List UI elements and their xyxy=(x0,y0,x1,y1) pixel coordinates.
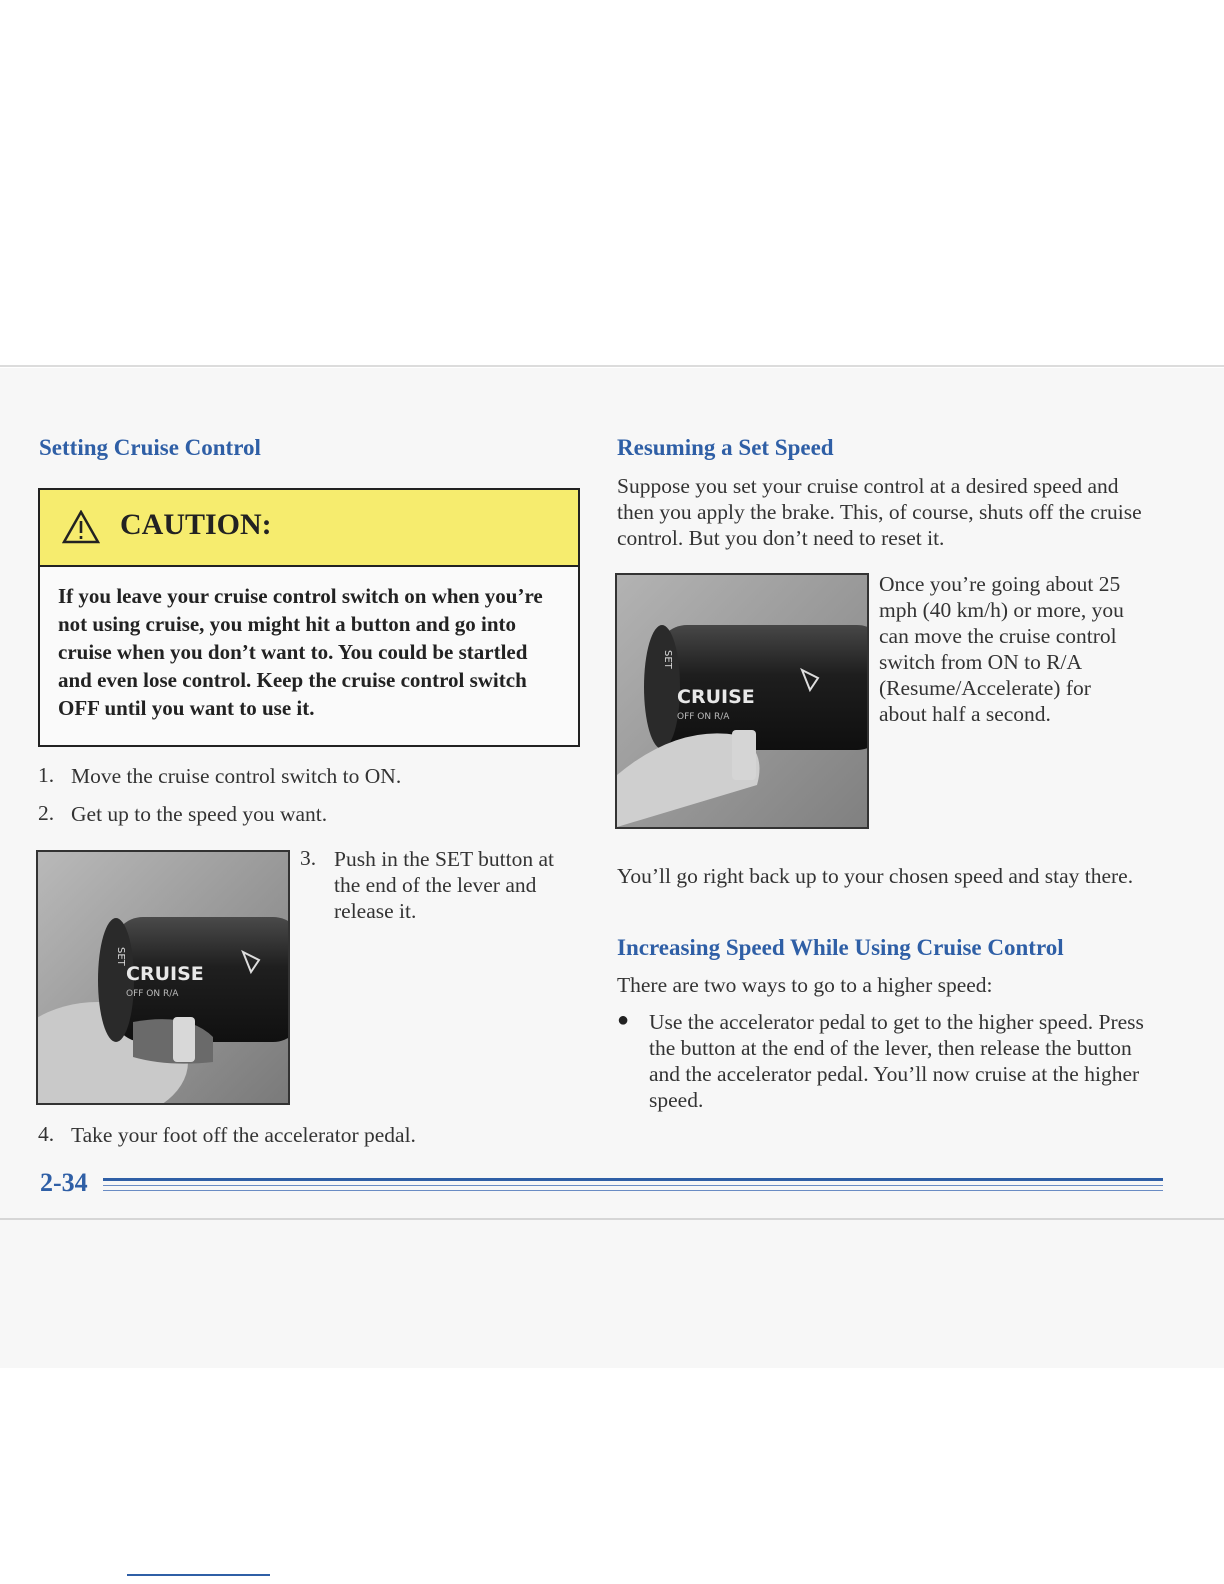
cruise-lever-photo-set xyxy=(36,850,290,1105)
step-3-number: 3. xyxy=(300,846,317,870)
footer-rule-thin xyxy=(103,1190,1163,1191)
caution-box xyxy=(38,488,580,747)
photo-set-label: SET xyxy=(115,947,126,966)
step-2-number: 2. xyxy=(38,801,55,825)
step-2-text: Get up to the speed you want. xyxy=(71,802,328,826)
increasing-intro-text: There are two ways to go to a higher speed: xyxy=(617,973,993,997)
heading-setting-cruise-control: Setting Cruise Control xyxy=(39,435,261,460)
caution-header xyxy=(40,490,578,567)
bullet-marker: ● xyxy=(617,1009,630,1031)
photo-cruise-label: CRUISE xyxy=(677,686,755,708)
top-divider xyxy=(0,365,1224,367)
caution-title: CAUTION: xyxy=(120,508,272,541)
footer-rule xyxy=(103,1178,1163,1181)
photo-set-label: SET xyxy=(662,650,673,669)
resuming-intro-text: Suppose you set your cruise control at a desired speed and then you apply the brake. This, of course, shuts off the cruise control. But you don’t need to reset it. xyxy=(617,474,1142,550)
bullet-text-accelerator: Use the accelerator pedal to get to the higher speed. Press the button at the end of the lever, then release the button and the accelerator pedal. You’ll now cruise at the higher speed. xyxy=(649,1010,1144,1112)
bottom-stray-rule xyxy=(127,1574,270,1576)
step-1-text: Move the cruise control switch to ON. xyxy=(71,764,402,788)
heading-resuming-set-speed: Resuming a Set Speed xyxy=(617,435,834,460)
warning-triangle-icon xyxy=(62,510,100,544)
bottom-divider xyxy=(0,1218,1224,1220)
caution-text: If you leave your cruise control switch on when you’re not using cruise, you might hit a button and go into cruise when you don’t want to. You could be startled and even lose control. Keep the cruise control switch OFF until you want to use it. xyxy=(58,584,543,720)
step-4-number: 4. xyxy=(38,1122,55,1146)
cruise-lever-photo-resume xyxy=(615,573,869,829)
after-resume-text: You’ll go right back up to your chosen speed and stay there. xyxy=(617,864,1134,888)
page-number: 2-34 xyxy=(40,1168,88,1197)
footer-rule-thin xyxy=(103,1185,1163,1186)
photo-positions-label: OFF ON R/A xyxy=(677,712,730,722)
photo-cruise-label: CRUISE xyxy=(126,963,204,985)
photo-positions-label: OFF ON R/A xyxy=(126,989,179,999)
step-3-text: Push in the SET button at the end of the lever and release it. xyxy=(334,847,554,923)
step-4-text: Take your foot off the accelerator pedal. xyxy=(71,1123,416,1147)
heading-increasing-speed: Increasing Speed While Using Cruise Control xyxy=(617,935,1064,960)
step-1-number: 1. xyxy=(38,763,55,787)
resume-photo-caption: Once you’re going about 25 mph (40 km/h) or more, you can move the cruise control switch from ON to R/A (Resume/Accelerate) for about half a second. xyxy=(879,572,1124,726)
